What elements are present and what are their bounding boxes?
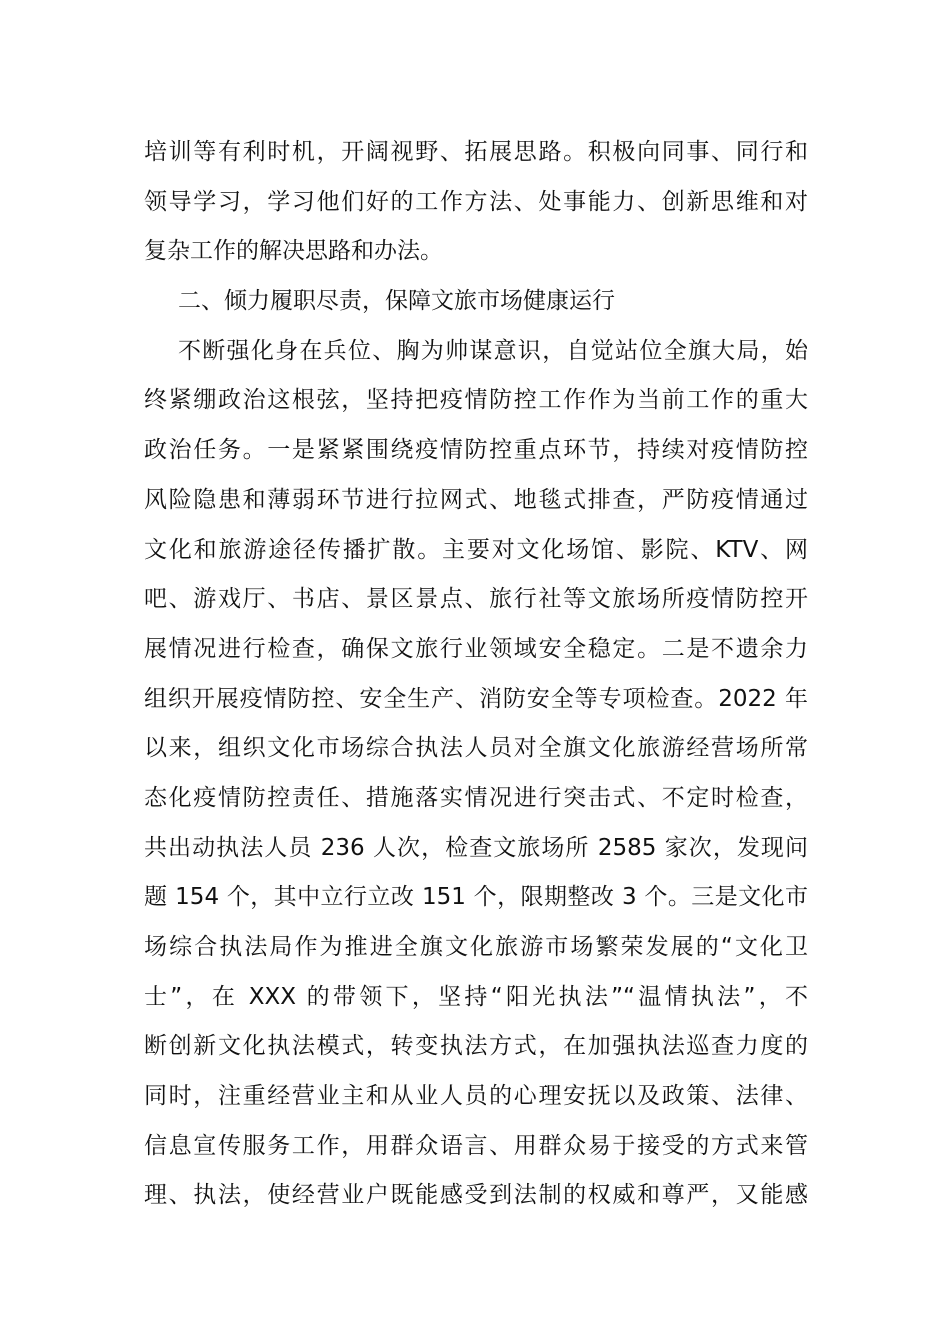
document-body (144, 128, 808, 1221)
paragraph-epidemic-control (144, 327, 808, 1221)
section-heading (144, 277, 808, 327)
text-line: 态化疫情防控责任、措施落实情况进行突击式、不定时检查， (144, 784, 808, 811)
heading-line: 二、倾力履职尽责，保障文旅市场健康运行 (178, 288, 615, 315)
text-line: 政治任务。一是紧紧围绕疫情防控重点环节，持续对疫情防控 (144, 437, 808, 464)
text-line: 培训等有利时机，开阔视野、拓展思路。积极向同事、同行和 (144, 139, 808, 165)
text-line: 断创新文化执法模式，转变执法方式，在加强执法巡查力度的 (144, 1033, 808, 1060)
text-line: 场综合执法局作为推进全旗文化旅游市场繁荣发展的“文化卫 (144, 934, 808, 960)
text-line: 不断强化身在兵位、胸为帅谋意识，自觉站位全旗大局，始 (178, 337, 808, 364)
text-line: 文化和旅游途径传播扩散。主要对文化场馆、影院、KTV、网 (144, 536, 808, 563)
text-line: 终紧绷政治这根弦，坚持把疫情防控工作作为当前工作的重大 (144, 387, 808, 414)
text-line: 以来，组织文化市场综合执法人员对全旗文化旅游经营场所常 (144, 735, 808, 762)
text-line: 信息宣传服务工作，用群众语言、用群众易于接受的方式来管 (144, 1132, 808, 1159)
text-line: 理、执法，使经营业户既能感受到法制的权威和尊严，又能感 (144, 1182, 808, 1209)
text-line: 领导学习，学习他们好的工作方法、处事能力、创新思维和对 (144, 188, 808, 215)
text-line: 共出动执法人员 236 人次，检查文旅场所 2585 家次，发现问 (144, 834, 808, 861)
text-line: 展情况进行检查，确保文旅行业领域安全稳定。二是不遗余力 (144, 635, 808, 662)
text-line: 士”，在 XXX 的带领下，坚持“阳光执法”“温情执法”，不 (144, 983, 808, 1010)
text-line: 风险隐患和薄弱环节进行拉网式、地毯式排查，严防疫情通过 (144, 486, 808, 513)
text-line: 组织开展疫情防控、安全生产、消防安全等专项检查。2022 年 (144, 685, 808, 712)
paragraph-training (144, 128, 808, 277)
text-line: 吧、游戏厅、书店、景区景点、旅行社等文旅场所疫情防控开 (144, 586, 808, 613)
text-line: 题 154 个，其中立行立改 151 个，限期整改 3 个。三是文化市 (144, 884, 808, 911)
text-line: 同时，注重经营业主和从业人员的心理安抚以及政策、法律、 (144, 1083, 808, 1110)
text-line: 复杂工作的解决思路和办法。 (144, 238, 443, 265)
